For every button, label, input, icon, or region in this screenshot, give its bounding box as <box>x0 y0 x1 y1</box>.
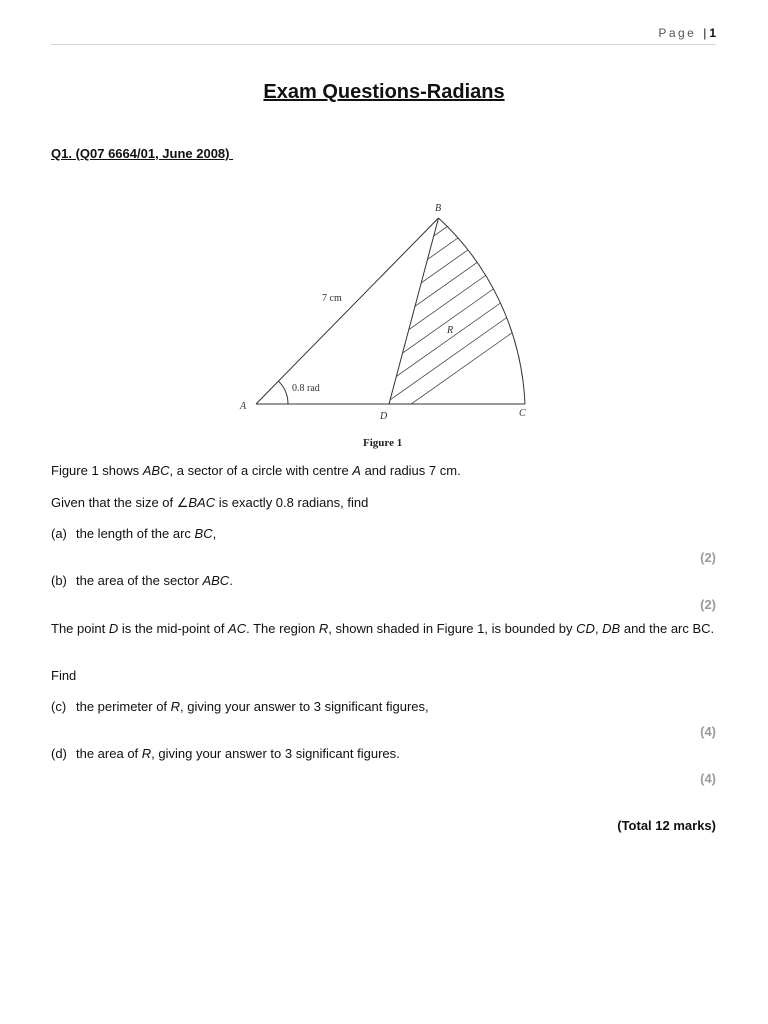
part-c-label: (c) <box>51 699 67 714</box>
page-separator: | <box>703 26 707 40</box>
sector-diagram <box>230 198 540 454</box>
part-d-label: (d) <box>51 746 67 761</box>
part-b-text-1: the area of the sector <box>76 573 203 588</box>
angle-symbol: ∠ <box>176 495 189 510</box>
arc-bc <box>439 218 526 404</box>
part-b-text-2: . <box>229 573 233 588</box>
part-c-marks: (4) <box>700 724 716 739</box>
part-a <box>51 526 716 542</box>
part-a-text-1: the length of the arc <box>76 526 195 541</box>
part-a-text-2: , <box>212 526 217 541</box>
part-a-marks: (2) <box>700 550 716 565</box>
region-var-d: D <box>108 621 119 636</box>
region-text-4: , shown shaded in Figure 1, is bounded by <box>328 621 577 636</box>
part-a-var: BC <box>194 526 213 541</box>
region-text-1: The point <box>51 621 109 636</box>
given-var-bac: BAC <box>188 495 216 510</box>
given-text-2: is exactly 0.8 radians, find <box>215 495 369 510</box>
region-label-r: R <box>447 325 454 336</box>
part-c-var: R <box>170 699 181 714</box>
point-label-b: B <box>435 203 442 214</box>
figure-1 <box>230 198 540 454</box>
part-d-marks: (4) <box>700 771 716 786</box>
page-header <box>658 26 716 40</box>
given-text-1: Given that the size of <box>51 495 177 510</box>
find-text: Find <box>51 668 77 683</box>
figure-caption: Figure 1 <box>363 437 403 449</box>
part-b-marks: (2) <box>700 597 716 612</box>
intro-text-2: , a sector of a circle with centre <box>169 463 353 478</box>
part-b-label: (b) <box>51 573 67 588</box>
intro-text-1: Figure 1 shows <box>51 463 143 478</box>
part-c-text-1: the perimeter of <box>76 699 171 714</box>
document-title: Exam Questions-Radians <box>263 81 505 103</box>
part-d-text-2: , giving your answer to 3 significant figures. <box>151 746 400 761</box>
intro-paragraph <box>51 463 716 479</box>
given-paragraph <box>51 495 716 511</box>
part-d-var: R <box>141 746 152 761</box>
region-var-db: DB <box>602 621 621 636</box>
part-b <box>51 573 716 589</box>
region-text-2: is the mid-point of <box>118 621 229 636</box>
question-heading: Q1. (Q07 6664/01, June 2008) <box>51 146 234 161</box>
region-text-6: and the arc BC. <box>620 621 715 636</box>
intro-var-a: A <box>352 463 361 478</box>
intro-var-abc: ABC <box>142 463 170 478</box>
region-var-cd: CD <box>576 621 595 636</box>
page-word: Page <box>658 26 697 40</box>
shaded-region-hatching <box>380 198 540 426</box>
total-marks: (Total 12 marks) <box>617 818 716 833</box>
angle-arc <box>278 381 288 404</box>
angle-label: 0.8 rad <box>292 383 320 394</box>
region-paragraph <box>51 621 716 637</box>
part-b-var: ABC <box>202 573 230 588</box>
part-a-label: (a) <box>51 526 67 541</box>
point-label-c: C <box>519 408 526 419</box>
header-divider <box>51 44 716 45</box>
point-label-d: D <box>380 411 388 422</box>
part-c-text-2: , giving your answer to 3 significant figures, <box>180 699 429 714</box>
page-number: 1 <box>709 26 716 40</box>
radius-label: 7 cm <box>322 293 342 304</box>
point-label-a: A <box>240 401 247 412</box>
line-ab <box>256 218 439 404</box>
part-d-text-1: the area of <box>76 746 142 761</box>
region-var-r: R <box>318 621 329 636</box>
intro-text-3: and radius 7 cm. <box>360 463 461 478</box>
region-text-3: . The region <box>246 621 319 636</box>
region-text-5: , <box>594 621 603 636</box>
region-var-ac: AC <box>228 621 247 636</box>
part-c <box>51 699 716 715</box>
line-db <box>389 218 439 404</box>
part-d <box>51 746 716 762</box>
